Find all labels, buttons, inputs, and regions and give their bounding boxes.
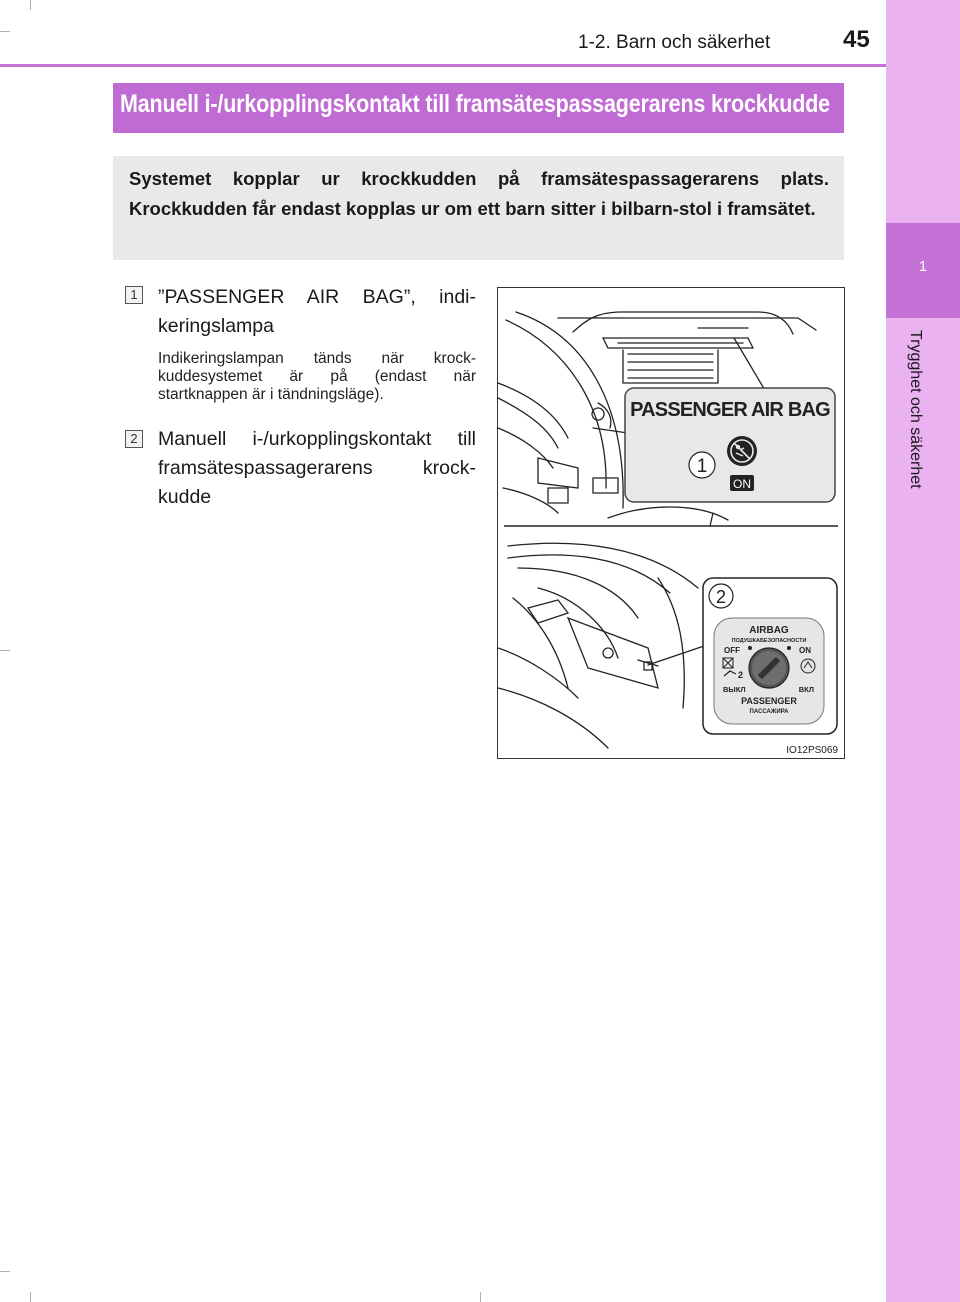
item-2-text: Manuell i-/urkopplingskontakt till framsätespassagerarens krock-kudde: [158, 428, 476, 508]
section-title: Manuell i-/urkopplingskontakt till framsätespassagerarens krockkudde: [120, 90, 830, 118]
callout-2-label: 2: [715, 587, 727, 607]
callout-1-label: 1: [696, 456, 708, 477]
crop-mark: [0, 31, 10, 32]
intro-text: Systemet kopplar ur krockkudden på framsätespassagerarens plats. Krockkudden får endast kopplas ur om ett barn sitter i bilbarn-stol i framsätet.: [129, 168, 829, 219]
switch-off-label: OFF: [724, 646, 740, 655]
crop-mark: [480, 1292, 481, 1302]
switch-on-label: ON: [799, 646, 811, 655]
side-tab-strip: [886, 0, 960, 1302]
switch-on-ru-label: ВКЛ: [798, 685, 814, 694]
item-number-badge: 1: [125, 286, 143, 304]
crop-mark: [30, 0, 31, 10]
crop-mark: [0, 1271, 10, 1272]
switch-off-ru-label: ВЫКЛ: [723, 685, 746, 694]
crop-mark: [0, 650, 10, 651]
item-number-badge: 2: [125, 430, 143, 448]
switch-title-ru: ПОДУШКАБЕЗОПАСНОСТИ: [731, 638, 807, 644]
indicator-on-label: ON: [733, 477, 751, 491]
crop-mark: [30, 1292, 31, 1302]
figure-code: IO12PS069: [786, 745, 838, 756]
item-1-text: ”PASSENGER AIR BAG”, indi-keringslampa: [158, 286, 476, 337]
indicator-label: PASSENGER AIR BAG: [630, 399, 830, 421]
page-number: 45: [843, 26, 870, 53]
header-section-title: 1-2. Barn och säkerhet: [578, 32, 771, 53]
side-tab-chapter-number: 1: [918, 258, 928, 275]
side-tab-chapter-title: Trygghet och säkerhet: [907, 330, 924, 489]
switch-title: AIRBAG: [749, 625, 789, 636]
item-1-note: Indikeringslampan tänds när krock-kuddesystemet är på (endast när startknappen är i tändningsläge).: [158, 350, 476, 403]
key-switch-knob: [749, 648, 789, 688]
svg-text:2: 2: [738, 670, 744, 680]
switch-seat-label: PASSENGER: [741, 696, 797, 706]
airbag-indicator-icon: [727, 436, 757, 466]
switch-seat-ru-label: ПАССАЖИРА: [749, 709, 789, 715]
header-rule: [0, 64, 886, 67]
airbag-illustration: [497, 287, 845, 759]
